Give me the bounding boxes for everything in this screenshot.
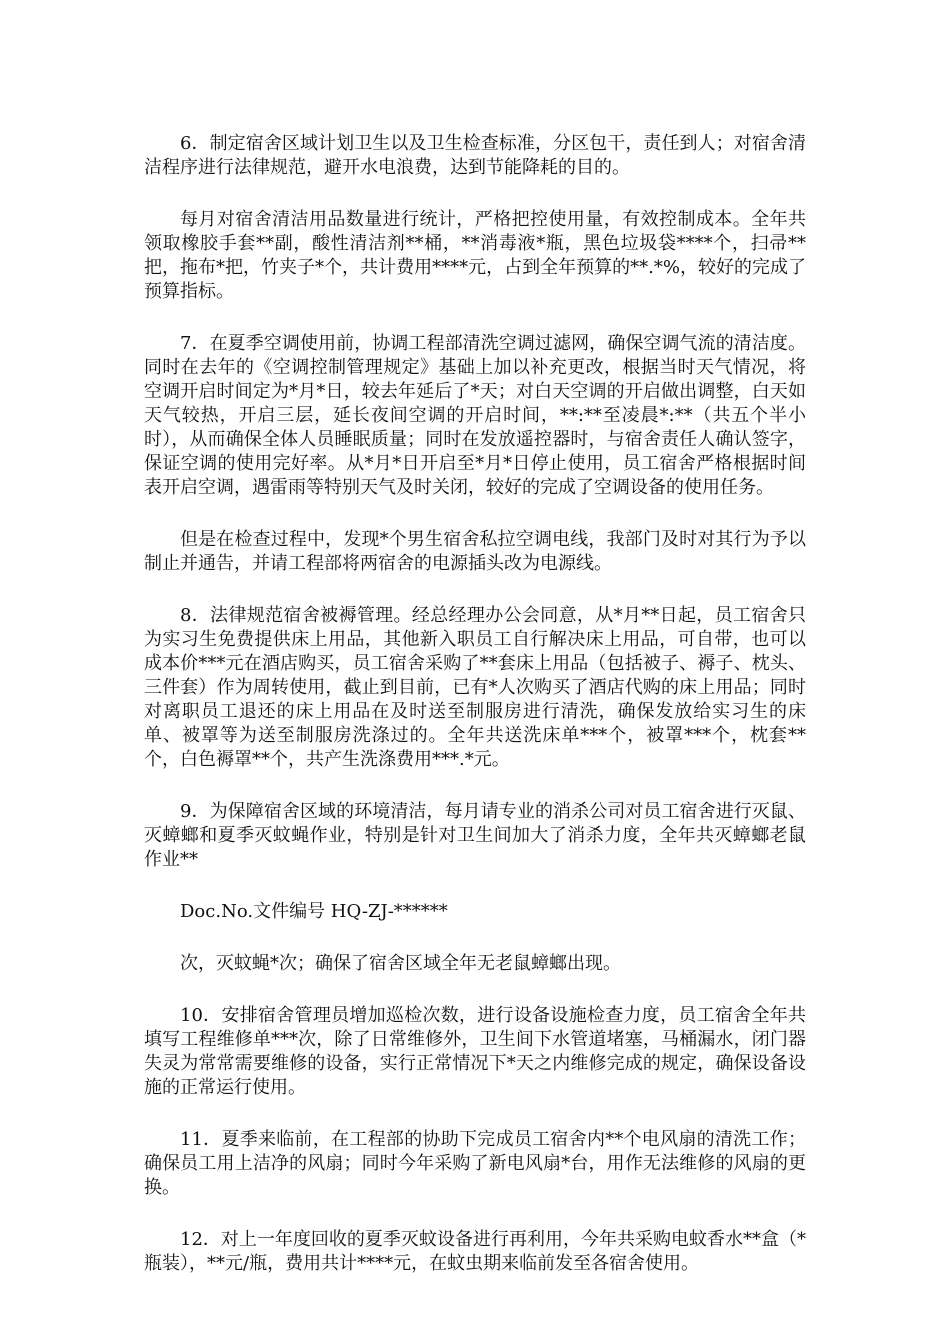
paragraph-item-9-pest-control: 9．为保障宿舍区域的环境清洁，每月请专业的消杀公司对员工宿舍进行灭鼠、灭蟑螂和夏季灭蚊蝇作业，特别是针对卫生间加大了消杀力度，全年共灭蟑螂老鼠作业**	[144, 801, 806, 870]
paragraph-item-10-maintenance: 10．安排宿舍管理员增加巡检次数，进行设备设施检查力度，员工宿舍全年共填写工程维修单***次，除了日常维修外，卫生间下水管道堵塞，马桶漏水，闭门器失灵为常常需要维修的设备，实行正常情况下*天之内维修完成的规定，确保设备设施的正常运行使用。	[144, 1005, 806, 1098]
paragraph-cleaning-supplies: 每月对宿舍清洁用品数量进行统计，严格把控使用量，有效控制成本。全年共领取橡胶手套**副，酸性清洁剂**桶，**消毒液*瓶，黑色垃圾袋****个，扫帚**把，拖布*把，竹夹子*个，共计费用****元，占到全年预算的**.*%，较好的完成了预算指标。	[144, 209, 806, 302]
document-number: Doc.No.文件编号 HQ-ZJ-******	[180, 901, 448, 922]
paragraph-inspection-finding: 但是在检查过程中，发现*个男生宿舍私拉空调电线，我部门及时对其行为予以制止并通告，并请工程部将两宿舍的电源插头改为电源线。	[144, 529, 806, 574]
paragraph-item-8-bedding: 8．法律规范宿舍被褥管理。经总经理办公会同意，从*月**日起，员工宿舍只为实习生免费提供床上用品，其他新入职员工自行解决床上用品，可自带，也可以成本价***元在酒店购买，员工宿舍采购了**套床上用品（包括被子、褥子、枕头、三件套）作为周转使用，截止到目前，已有*人次购买了酒店代购的床上用品；同时对离职员工退还的床上用品在及时送至制服房进行清洗，确保发放给实习生的床单、被罩等为送至制服房洗涤过的。全年共送洗床单***个，被罩***个，枕套**个，白色褥罩**个，共产生洗涤费用***.*元。	[144, 605, 806, 770]
paragraph-pest-control-continued: 次，灭蚊蝇*次；确保了宿舍区域全年无老鼠蟑螂出现。	[180, 953, 621, 974]
paragraph-item-12-mosquito: 12．对上一年度回收的夏季灭蚊设备进行再利用，今年共采购电蚊香水**盒（*瓶装），**元/瓶，费用共计****元，在蚊虫期来临前发至各宿舍使用。	[144, 1229, 806, 1274]
paragraph-item-6-sanitation: 6．制定宿舍区域计划卫生以及卫生检查标准，分区包干，责任到人；对宿舍清洁程序进行法律规范，避开水电浪费，达到节能降耗的目的。	[144, 133, 806, 178]
paragraph-item-11-fans: 11．夏季来临前，在工程部的协助下完成员工宿舍内**个电风扇的清洗工作；确保员工用上洁净的风扇；同时今年采购了新电风扇*台，用作无法维修的风扇的更换。	[144, 1129, 806, 1198]
paragraph-item-7-air-conditioning: 7．在夏季空调使用前，协调工程部清洗空调过滤网，确保空调气流的清洁度。同时在去年的《空调控制管理规定》基础上加以补充更改，根据当时天气情况，将空调开启时间定为*月*日，较去年延后了*天；对白天空调的开启做出调整，白天如天气较热，开启三层，延长夜间空调的开启时间，**:**至凌晨*:**（共五个半小时），从而确保全体人员睡眠质量；同时在发放遥控器时，与宿舍责任人确认签字，保证空调的使用完好率。从*月*日开启至*月*日停止使用，员工宿舍严格根据时间表开启空调，遇雷雨等特别天气及时关闭，较好的完成了空调设备的使用任务。	[144, 333, 806, 498]
document-body	[144, 132, 806, 1304]
